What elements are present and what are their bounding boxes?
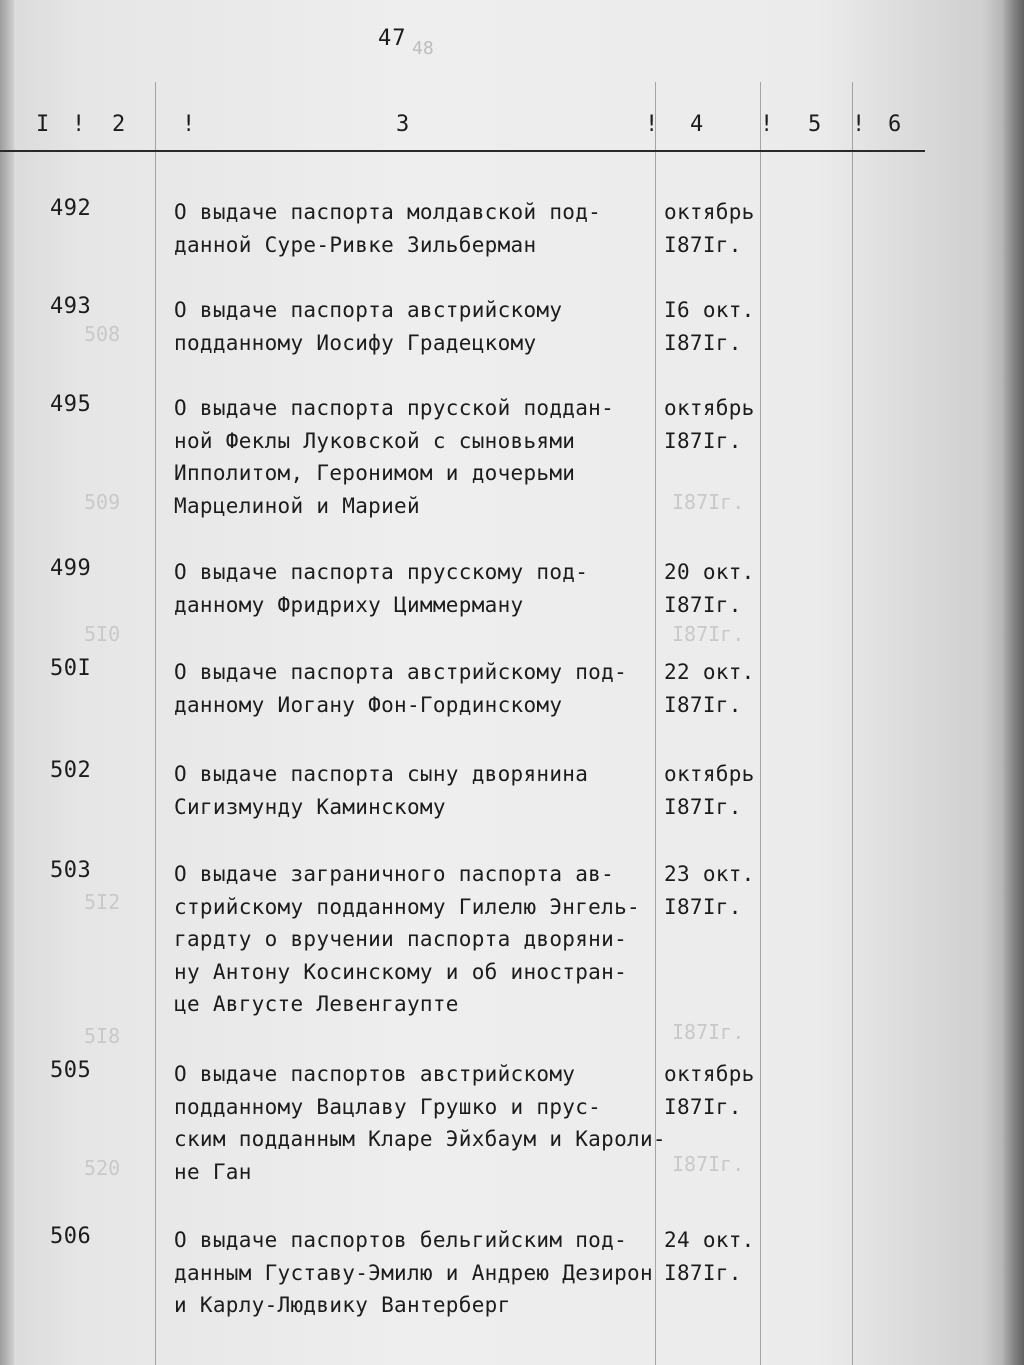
bleed-through-text: 5I0	[84, 622, 121, 646]
column-rule	[155, 82, 156, 1365]
entry-date-line: 20 окт.	[664, 560, 755, 584]
bleed-through-text: 509	[84, 490, 121, 514]
entry-number: 505	[50, 1058, 92, 1083]
header-separator: !	[852, 112, 866, 137]
header-col-3: 3	[396, 112, 410, 137]
entry-date	[664, 556, 755, 621]
entry-number: 499	[50, 556, 92, 581]
entry-title-line: О выдаче паспорта австрийскому	[174, 298, 563, 322]
entry-title	[174, 1224, 664, 1322]
entry-date	[664, 294, 755, 359]
entry-number: 492	[50, 196, 92, 221]
header-col-6: 6	[888, 112, 902, 137]
entry-date-line: I6 окт.	[664, 298, 755, 322]
entry-number: 502	[50, 758, 92, 783]
entry-title-line: це Августе Левенгаупте	[174, 992, 459, 1016]
entry-date-line: 23 окт.	[664, 862, 755, 886]
entry-date-line: I87Iг.	[664, 330, 742, 355]
entry-title-line: О выдаче паспорта прусской поддан-	[174, 396, 615, 420]
entry-title-line: данному Фридриху Циммерману	[174, 592, 524, 617]
header-col-1: I	[36, 112, 50, 137]
entry-title-line: О выдаче паспорта молдавской под-	[174, 200, 602, 224]
bleed-through-text: 520	[84, 1156, 121, 1180]
entry-title-line: О выдаче паспорта австрийскому под-	[174, 660, 628, 684]
entry-title-line: данной Суре-Ривке Зильберман	[174, 232, 537, 257]
entry-date-line: октябрь	[664, 762, 755, 786]
header-rule	[0, 150, 925, 152]
entry-title-line: О выдаче паспорта прусскому под-	[174, 560, 589, 584]
entry-title	[174, 294, 664, 359]
column-rule	[852, 82, 853, 1365]
entry-title-line: гардту о вручении паспорта дворяни-	[174, 927, 628, 951]
entry-date-line: I87Iг.	[664, 1094, 742, 1119]
entry-date-line: 24 окт.	[664, 1228, 755, 1252]
page-edge-shadow	[1002, 0, 1024, 1365]
entry-date-line: I87Iг.	[664, 794, 742, 819]
bleed-through-text: I87Iг.	[672, 1020, 745, 1044]
header-col-5: 5	[808, 112, 822, 137]
entry-title-line: данному Иогану Фон-Гординскому	[174, 692, 563, 717]
entry-title-line: Марцелиной и Марией	[174, 493, 420, 518]
entry-date-line: I87Iг.	[664, 592, 742, 617]
entry-date	[664, 858, 755, 923]
entry-number: 495	[50, 392, 92, 417]
entry-date	[664, 656, 755, 721]
entry-title-line: ну Антону Косинскому и об иностран-	[174, 959, 628, 984]
bleed-through-text: 5I2	[84, 890, 121, 914]
entry-title-line: О выдаче паспортов австрийскому	[174, 1062, 576, 1086]
entry-number: 493	[50, 294, 92, 319]
entry-title-line: ским подданным Кларе Эйхбаум и Кароли-	[174, 1127, 666, 1151]
bleed-through-text: 508	[84, 322, 121, 346]
entry-title	[174, 758, 664, 823]
entry-title-line: О выдаче заграничного паспорта ав-	[174, 862, 615, 886]
entry-number: 506	[50, 1224, 92, 1249]
entry-date-line: I87Iг.	[664, 894, 742, 919]
entry-title-line: Сигизмунду Каминскому	[174, 794, 446, 819]
entry-date-line: I87Iг.	[664, 692, 742, 717]
entry-date	[664, 392, 755, 457]
entry-date-line: октябрь	[664, 200, 755, 224]
entry-title-line: подданному Вацлаву Грушко и прус-	[174, 1094, 602, 1119]
entry-title	[174, 858, 664, 1021]
entry-date	[664, 758, 755, 823]
entry-title-line: и Карлу-Людвику Вантерберг	[174, 1293, 511, 1317]
header-col-2: 2	[112, 112, 126, 137]
entry-date	[664, 1058, 755, 1123]
entry-title	[174, 656, 664, 721]
header-separator: !	[182, 112, 196, 137]
entry-number: 503	[50, 858, 92, 883]
entry-title-line: не Ган	[174, 1159, 252, 1184]
bleed-through-text: I87Iг.	[672, 622, 745, 646]
entry-title-line: стрийскому подданному Гилелю Энгель-	[174, 894, 640, 919]
entry-title-line: ной Феклы Луковской с сыновьями	[174, 428, 576, 453]
column-rule	[760, 82, 761, 1365]
page-number: 47	[378, 26, 407, 51]
entry-date-line: октябрь	[664, 1062, 755, 1086]
entry-title	[174, 196, 664, 261]
table-header	[0, 112, 1024, 150]
header-separator: !	[72, 112, 86, 137]
entry-date-line: I87Iг.	[664, 232, 742, 257]
bleed-through-text: I87Iг.	[672, 1152, 745, 1176]
entry-title-line: данным Густаву-Эмилю и Андрею Дезирон	[174, 1260, 653, 1285]
entry-title-line: О выдаче паспортов бельгийским под-	[174, 1228, 628, 1252]
entry-date-line: I87Iг.	[664, 428, 742, 453]
header-separator: !	[760, 112, 774, 137]
entry-date	[664, 1224, 755, 1289]
entry-date-line: I87Iг.	[664, 1260, 742, 1285]
entry-date-line: октябрь	[664, 396, 755, 420]
binding-shadow	[0, 0, 14, 1365]
bleed-through-text: 5I8	[84, 1024, 121, 1048]
bleed-through-text: I87Iг.	[672, 490, 745, 514]
entry-title	[174, 556, 664, 621]
entry-number: 50I	[50, 656, 92, 681]
entry-date-line: 22 окт.	[664, 660, 755, 684]
entry-title	[174, 392, 664, 522]
bleed-through-page-number: 48	[412, 38, 434, 59]
entry-title-line: Ипполитом, Геронимом и дочерьми	[174, 461, 576, 485]
header-separator: !	[645, 112, 659, 137]
entry-title-line: подданному Иосифу Градецкому	[174, 330, 537, 355]
entry-date	[664, 196, 755, 261]
header-col-4: 4	[690, 112, 704, 137]
entry-title	[174, 1058, 664, 1188]
entry-title-line: О выдаче паспорта сыну дворянина	[174, 762, 589, 786]
